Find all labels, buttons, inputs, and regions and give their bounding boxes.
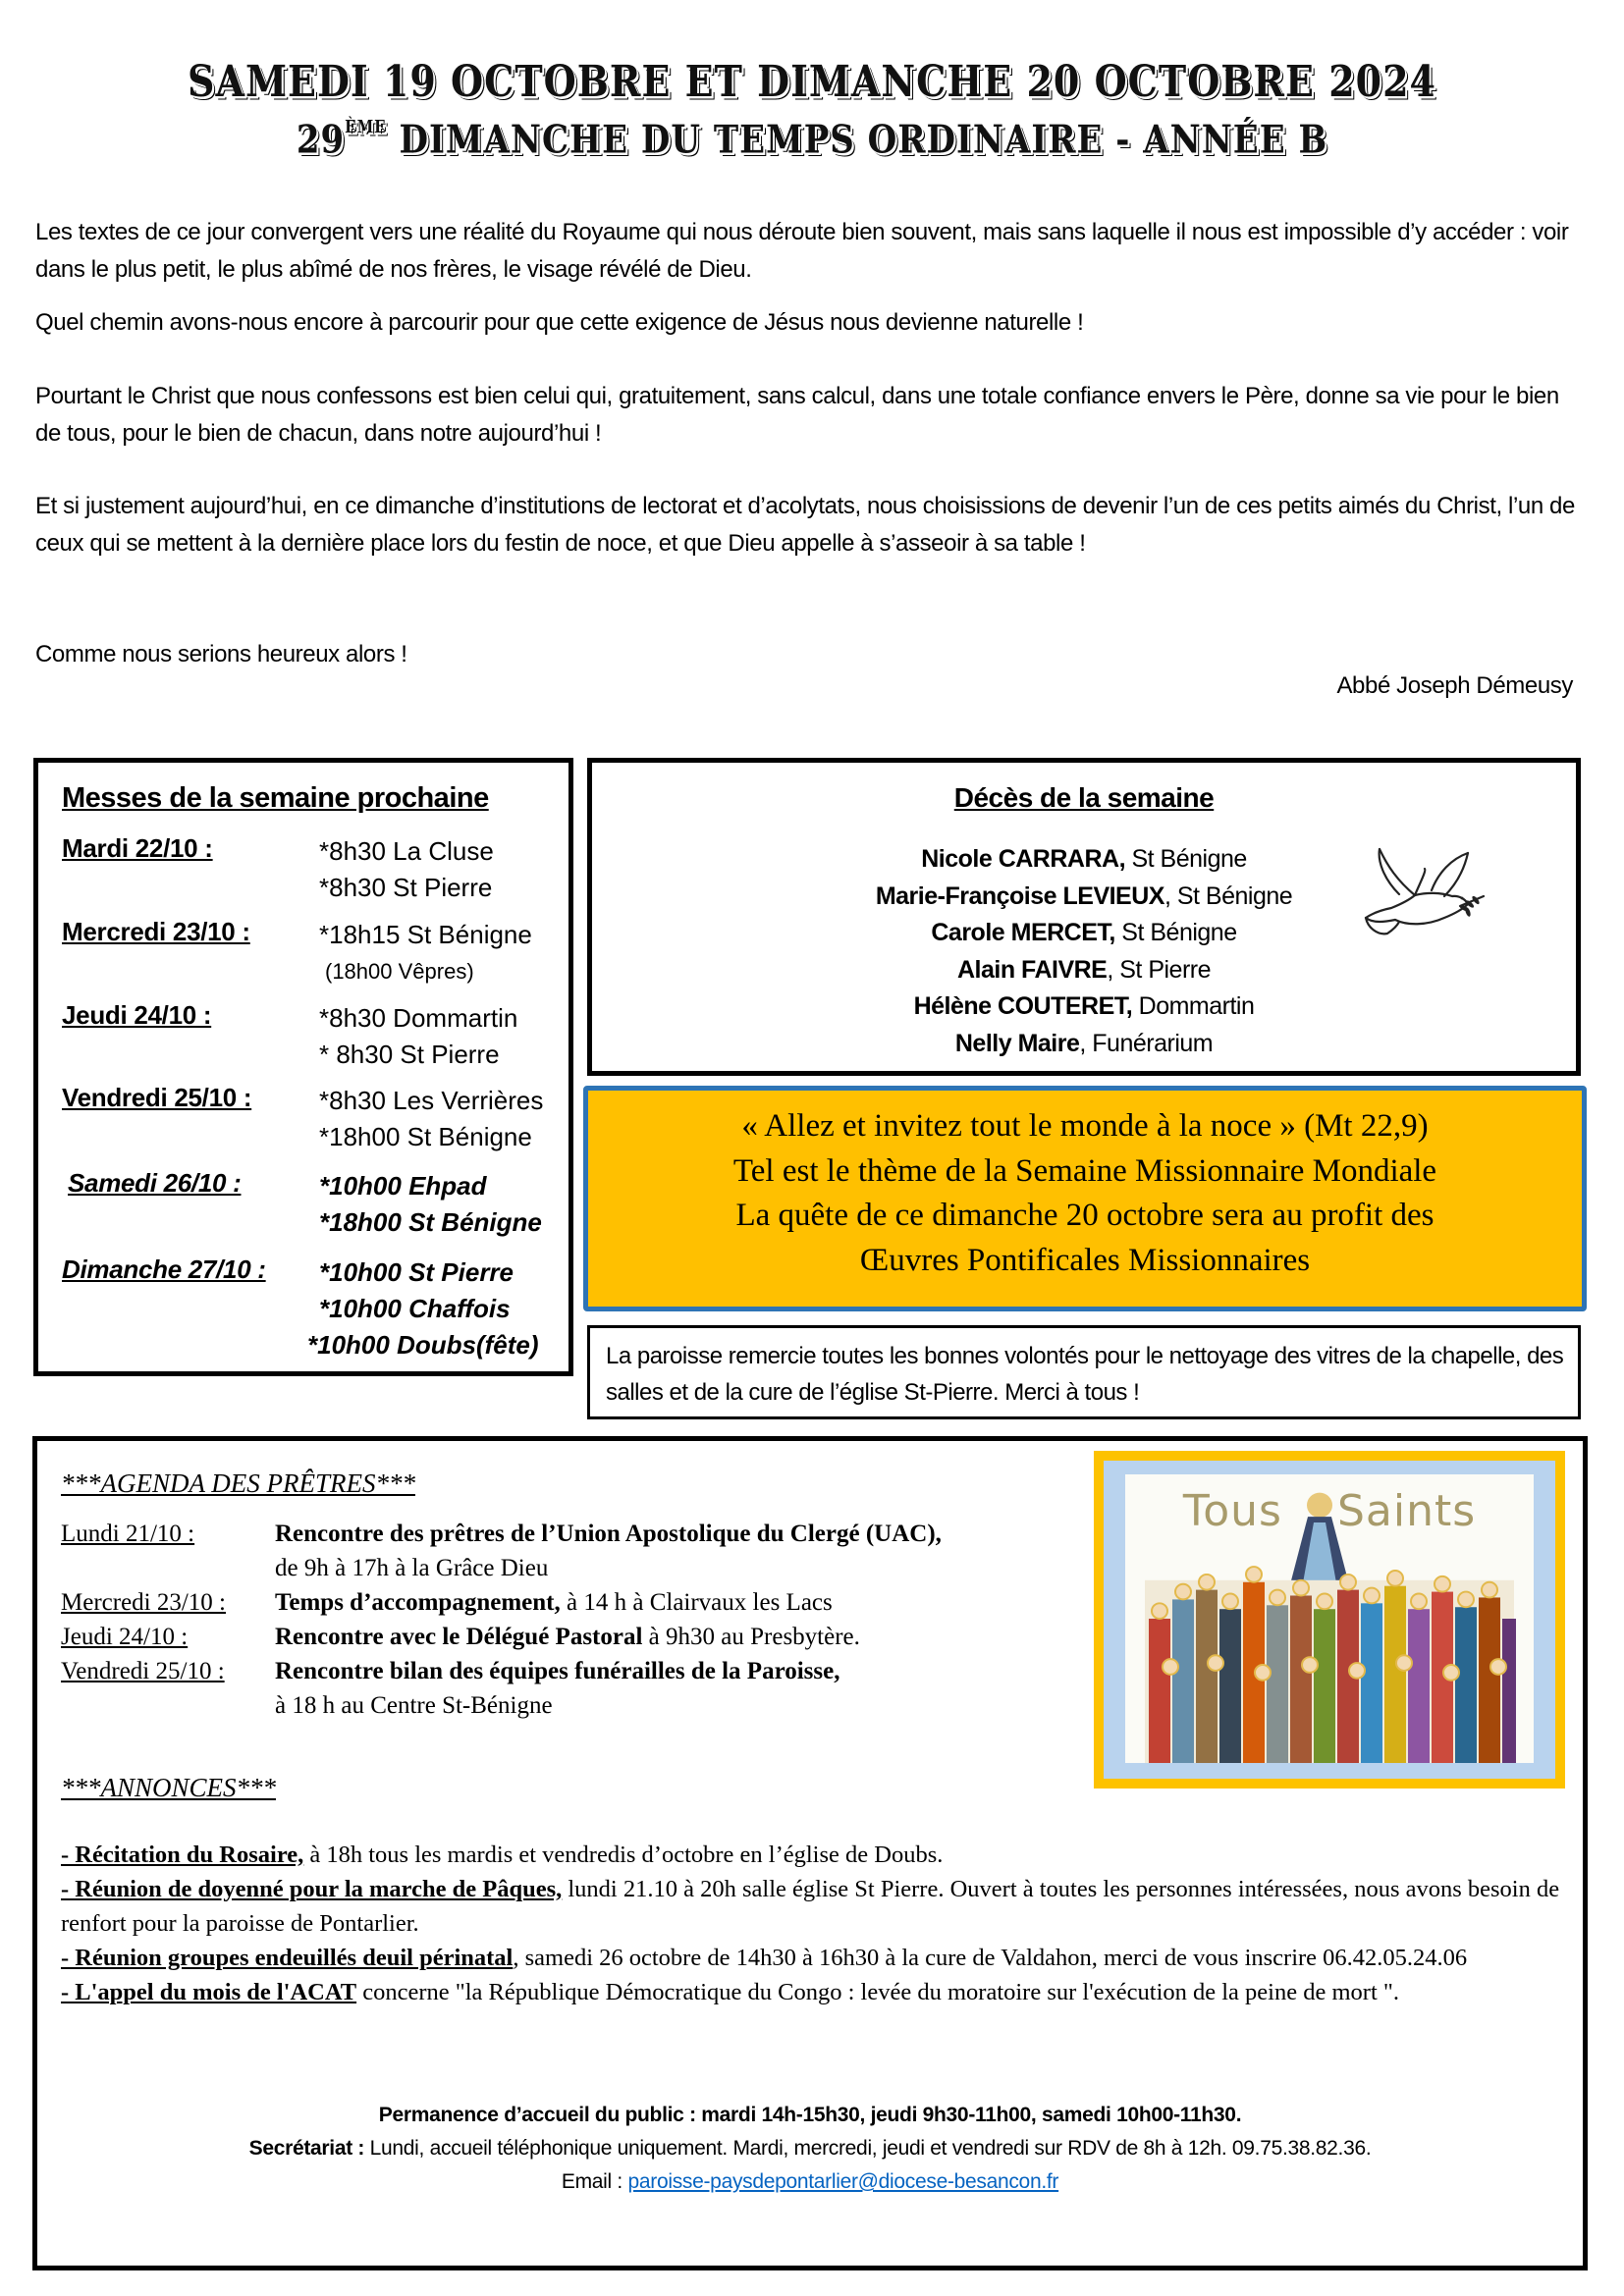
mass-time: *10h00 Doubs(fête) — [307, 1330, 539, 1360]
mass-time: * 8h30 St Pierre — [319, 1040, 500, 1069]
agenda-day: Mercredi 23/10 : — [61, 1589, 227, 1616]
agenda-day: Jeudi 24/10 : — [61, 1624, 189, 1650]
thanks-text: La paroisse remercie toutes les bonnes volontés pour le nettoyage des vitres de la chapelle, des salles et de la cure de l’église St-Pierre. Merci à tous ! — [606, 1343, 1564, 1406]
deaths-heading: Décès de la semaine — [953, 782, 1215, 813]
death-entry: Nicole CARRARA, St Bénigne — [921, 845, 1247, 873]
subtitle-number: 29 — [296, 118, 346, 164]
mission-line: La quête de ce dimanche 20 octobre sera au profit des — [735, 1198, 1435, 1233]
announcement-item: - L'appel du mois de l'ACAT concerne "la République Démocratique du Congo : levée du moratoire sur l'exécution de la peine de mort ". — [61, 1979, 1400, 2005]
agenda-detail: à 9h30 au Presbytère. — [642, 1624, 860, 1650]
agenda-announcements-box — [32, 1436, 1588, 2270]
subtitle-ordinal: ÈME — [345, 116, 387, 137]
death-entry: Nelly Maire, Funérarium — [954, 1029, 1214, 1057]
death-entry: Hélène COUTERET, Dommartin — [913, 992, 1255, 1020]
intro-paragraph-4: Et si justement aujourd’hui, en ce dimanche d’institutions de lectorat et d’acolytats, nous choisissions de devenir l’un de ces petits aimés du Christ, l’un de ceux qui se mettent à la dernière place lors du festin de noce, et que Dieu appelle à s’asseoir à sa table ! — [35, 493, 1575, 557]
announcements-list — [61, 1838, 1563, 2009]
agenda-event: Temps d’accompagnement, — [275, 1589, 561, 1616]
mass-day: Vendredi 25/10 : — [62, 1083, 252, 1112]
death-entry: Carole MERCET, St Bénigne — [931, 919, 1237, 946]
mass-time: *18h15 St Bénigne — [319, 920, 532, 949]
agenda-event: Rencontre des prêtres de l’Union Apostolique du Clergé (UAC), — [275, 1521, 942, 1547]
mass-time: *10h00 St Pierre — [319, 1257, 514, 1287]
mass-time: *8h30 La Cluse — [319, 836, 494, 866]
mission-line: « Allez et invitez tout le monde à la noce » (Mt 22,9) — [741, 1108, 1429, 1144]
agenda-detail: à 14 h à Clairvaux les Lacs — [560, 1589, 833, 1616]
death-entry: Alain FAIVRE, St Pierre — [956, 955, 1212, 984]
office-hours: Permanence d’accueil du public : mardi 14h-15h30, jeudi 9h30-11h00, samedi 10h00-11h30. — [378, 2104, 1242, 2126]
mass-time: *8h30 Les Verrières — [319, 1086, 544, 1115]
intro-paragraph-3: Pourtant le Christ que nous confessons est bien celui qui, gratuitement, sans calcul, dans une totale confiance envers le Père, donne sa vie pour le bien de tous, pour le bien de chacun, dans notre aujourd’hui ! — [35, 383, 1559, 447]
agenda-title: ***AGENDA DES PRÊTRES*** — [61, 1468, 415, 1498]
mass-time: *8h30 Dommartin — [319, 1003, 518, 1033]
death-entry: Marie-Françoise LEVIEUX, St Bénigne — [875, 881, 1293, 910]
mass-time: *8h30 St Pierre — [319, 873, 493, 902]
mass-day: Samedi 26/10 : — [68, 1168, 242, 1198]
deaths-box — [587, 758, 1581, 1076]
mission-line: Tel est le thème de la Semaine Missionnaire Mondiale — [732, 1152, 1437, 1189]
mass-time: *18h00 St Bénigne — [319, 1122, 532, 1151]
mission-banner — [583, 1086, 1587, 1311]
subtitle-text: DIMANCHE DU TEMPS ORDINAIRE - ANNÉE B — [386, 118, 1328, 164]
mass-note: (18h00 Vêpres) — [325, 959, 474, 984]
intro-paragraph-5: Comme nous serions heureux alors ! — [35, 641, 407, 667]
email-line: Email : paroisse-paysdepontarlier@diocese-besancon.fr — [561, 2170, 1059, 2193]
agenda-event: Rencontre bilan des équipes funérailles de la Paroisse, — [275, 1658, 840, 1684]
mass-time: *18h00 St Bénigne — [319, 1207, 542, 1237]
agenda-event: Rencontre avec le Délégué Pastoral — [275, 1624, 643, 1650]
mass-day: Dimanche 27/10 : — [62, 1255, 266, 1284]
intro-paragraph-1: Les textes de ce jour convergent vers une réalité du Royaume qui nous déroute bien souvent, mais sans laquelle il nous est impossible d’y accéder : voir dans le plus petit, le plus abîmé de nos frères, le visage révélé de Dieu. — [35, 219, 1569, 283]
intro-paragraph-2: Quel chemin avons-nous encore à parcourir pour que cette exigence de Jésus nous devienne naturelle ! — [35, 309, 1084, 336]
dove-icon — [1358, 841, 1495, 939]
masses-heading: Messes de la semaine prochaine — [62, 782, 489, 814]
mass-day: Jeudi 24/10 : — [62, 1000, 212, 1030]
all-saints-title: Tous Saints — [1182, 1486, 1477, 1536]
secretariat-info: Secrétariat : Lundi, accueil téléphonique uniquement. Mardi, mercredi, jeudi et vendredi sur RDV de 8h à 12h. 09.75.38.82.36. — [248, 2137, 1372, 2160]
thanks-box — [587, 1325, 1581, 1419]
announcements-title: ***ANNONCES*** — [61, 1773, 277, 1802]
mass-time: *10h00 Chaffois — [319, 1294, 511, 1323]
footer-contact — [37, 2099, 1583, 2199]
masses-box — [33, 758, 573, 1376]
mass-day: Mardi 22/10 : — [62, 833, 213, 863]
mass-time: *10h00 Ehpad — [319, 1171, 487, 1201]
agenda-day: Vendredi 25/10 : — [61, 1658, 225, 1684]
agenda-detail: à 18 h au Centre St-Bénigne — [275, 1692, 553, 1719]
page-subtitle — [0, 117, 1624, 163]
announcement-item: - Récitation du Rosaire, à 18h tous les mardis et vendredis d’octobre en l’église de Doubs. — [61, 1842, 944, 1868]
agenda-day: Lundi 21/10 : — [61, 1521, 195, 1547]
announcement-item: - Réunion de doyenné pour la marche de Pâques, lundi 21.10 à 20h salle église St Pierre. Ouvert à toutes les personnes intéressées, nous avons besoin de renfort pour la paroisse de Pontarlier. — [61, 1876, 1560, 1937]
email-link[interactable]: paroisse-paysdepontarlier@diocese-besancon.fr — [627, 2170, 1059, 2193]
page-title: SAMEDI 19 OCTOBRE ET DIMANCHE 20 OCTOBRE 2024 — [188, 55, 1436, 107]
announcement-item: - Réunion groupes endeuillés deuil périnatal, samedi 26 octobre de 14h30 à 16h30 à la cure de Valdahon, merci de vous inscrire 06.42.05.24.06 — [61, 1945, 1468, 1971]
agenda-detail: de 9h à 17h à la Grâce Dieu — [275, 1555, 549, 1581]
signature: Abbé Joseph Démeusy — [1336, 672, 1573, 699]
all-saints-image — [1094, 1451, 1565, 1789]
mass-day: Mercredi 23/10 : — [62, 917, 250, 946]
mission-line: Œuvres Pontificales Missionnaires — [859, 1242, 1311, 1278]
